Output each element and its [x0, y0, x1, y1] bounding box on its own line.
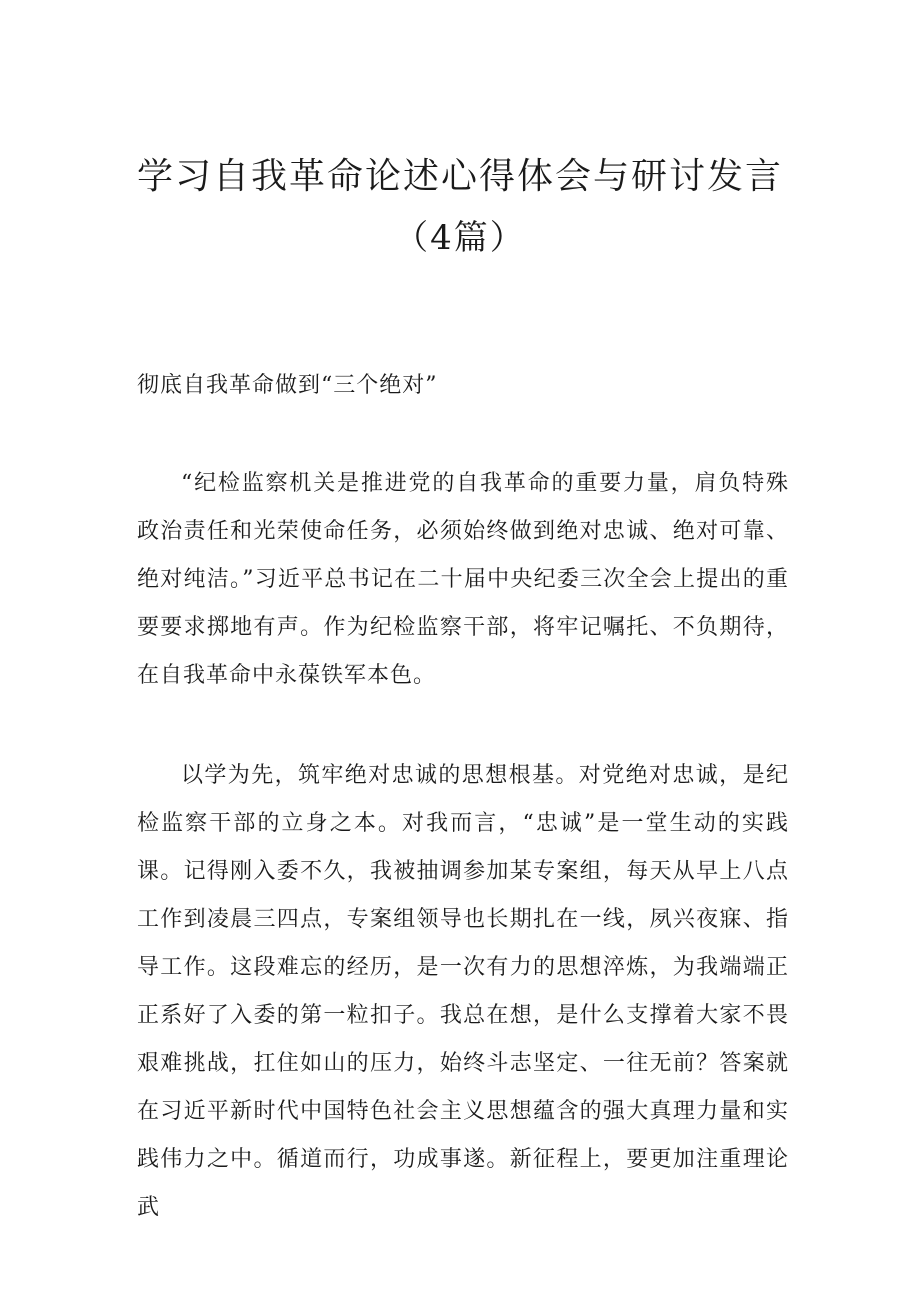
paragraph: “纪检监察机关是推进党的自我革命的重要力量，肩负特殊政治责任和光荣使命任务，必须始终做到绝对忠诚、绝对可靠、绝对纯洁。”习近平总书记在二十届中央纪委三次全会上提出的重要要求掷地有声。作为纪检监察干部，将牢记嘱托、不负期待，在自我革命中永葆铁军本色。 [137, 471, 789, 688]
document-title: 学习自我革命论述心得体会与研讨发言 [136, 156, 783, 197]
section-heading: 彻底自我革命做到“三个绝对” [137, 373, 438, 398]
document-subtitle: （4篇） [394, 218, 526, 258]
paragraph: 以学为先，筑牢绝对忠诚的思想根基。对党绝对忠诚，是纪检监察干部的立身之本。对我而言，“忠诚”是一堂生动的实践课。记得刚入委不久，我被抽调参加某专案组，每天从早上八点工作到凌晨三四点，专案组领导也长期扎在一线，夙兴夜寐、指导工作。这段难忘的经历，是一次有力的思想淬炼，为我端端正正系好了入委的第一粒扣子。我总在想，是什么支撑着大家不畏艰难挑战，扛住如山的压力，始终斗志坚定、一往无前？答案就在习近平新时代中国特色社会主义思想蕴含的强大真理力量和实践伟力之中。循道而行，功成事遂。新征程上，要更加注重理论武 [137, 763, 789, 1220]
